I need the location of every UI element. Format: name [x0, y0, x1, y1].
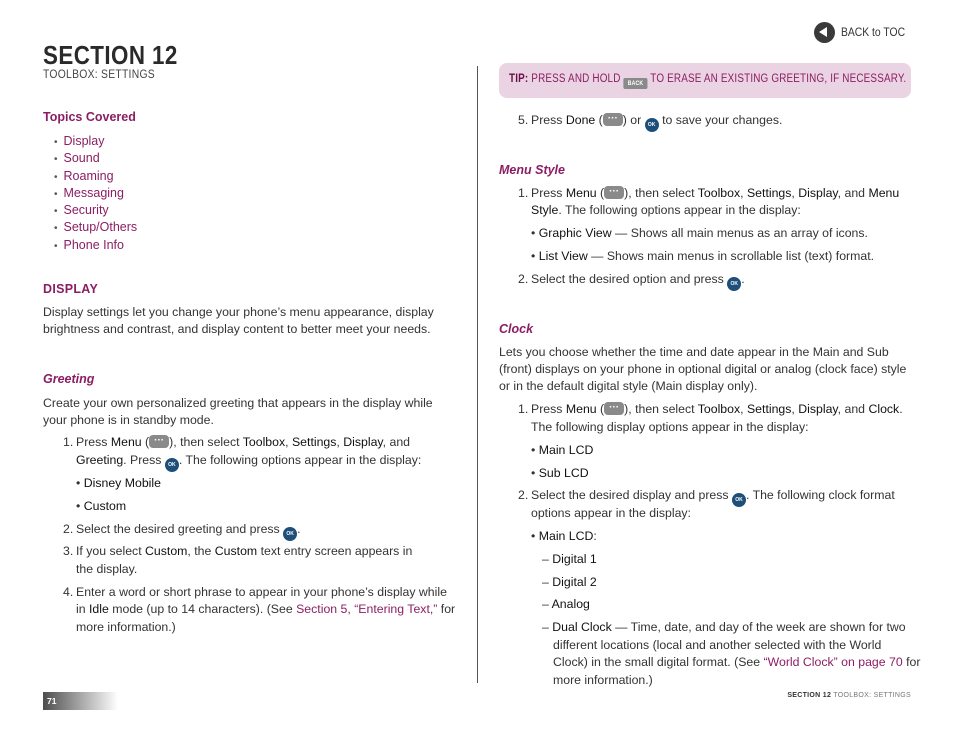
menu-style-step-2-number: 2.: [518, 272, 529, 286]
menu-style-option-list-view: • List View — Shows main menus in scrollable list (text) format.: [531, 249, 875, 263]
back-arrow-icon: [814, 22, 835, 43]
entering-text-link[interactable]: Section 5, “Entering Text,”: [296, 602, 438, 616]
menu-style-step-2: Select the desired option and press OK .: [531, 271, 745, 291]
ok-key-icon: OK: [165, 458, 179, 472]
section-subtitle: TOOLBOX: SETTINGS: [43, 69, 155, 81]
topics-heading: Topics Covered: [43, 110, 136, 124]
display-heading: DISPLAY: [43, 282, 99, 296]
clock-format-digital-2: – Digital 2: [542, 575, 597, 589]
topic-link-sound[interactable]: • Sound: [54, 151, 100, 166]
ok-key-icon: OK: [645, 118, 659, 132]
tip-text: TIP: PRESS AND HOLD BACK TO ERASE AN EXISTING GREETING, IF NECESSARY.: [509, 72, 907, 87]
clock-format-analog: – Analog: [542, 597, 590, 611]
greeting-step-3-number: 3.: [63, 544, 74, 558]
greeting-step-4-line-3: more information.): [76, 620, 176, 634]
clock-heading: Clock: [499, 322, 534, 336]
clock-format-dual-clock-line-1: – Dual Clock — Time, date, and day of the week are shown for two: [542, 620, 906, 634]
ok-key-icon: OK: [283, 527, 297, 541]
greeting-intro-line-2: your phone is in standby mode.: [43, 413, 214, 427]
back-to-toc-button[interactable]: [814, 22, 912, 43]
clock-step-1-line-2: The following display options appear in the display:: [531, 420, 809, 434]
greeting-step-1-number: 1.: [63, 435, 74, 449]
column-divider: [477, 66, 478, 683]
clock-intro-line-3: or in the default digital style (Main display only).: [499, 379, 758, 393]
menu-key-icon: [604, 402, 624, 415]
topics-list: [54, 133, 137, 254]
bullet-icon: •: [76, 476, 84, 490]
back-key-icon: BACK: [623, 78, 647, 89]
menu-key-icon: [149, 435, 169, 448]
display-intro-line-1: Display settings let you change your phone’s menu appearance, display: [43, 305, 434, 319]
greeting-step-3-line-2: the display.: [76, 562, 138, 576]
clock-format-digital-1: – Digital 1: [542, 552, 597, 566]
greeting-step-4-line-1: Enter a word or short phrase to appear in your phone’s display while: [76, 585, 447, 599]
step-5-text: Press Done (··· ) or OK to save your changes.: [531, 112, 782, 132]
tip-box: [499, 63, 911, 98]
bullet-icon: •: [54, 137, 58, 148]
bullet-icon: •: [531, 466, 539, 480]
bullet-icon: •: [54, 188, 58, 200]
bullet-icon: •: [76, 499, 84, 513]
bullet-icon: •: [54, 240, 58, 252]
clock-main-lcd-label: • Main LCD:: [531, 529, 597, 543]
greeting-step-3-line-1: If you select Custom, the Custom text entry screen appears in: [76, 544, 413, 558]
clock-step-2-line-1: Select the desired display and press OK . The following clock format: [531, 487, 895, 507]
clock-intro-line-1: Lets you choose whether the time and date appear in the Main and Sub: [499, 345, 889, 359]
section-title: SECTION 12: [43, 40, 178, 70]
topic-link-messaging[interactable]: • Messaging: [54, 185, 124, 200]
bullet-icon: •: [54, 171, 58, 183]
topic-link-setup-others[interactable]: • Setup/Others: [54, 220, 138, 235]
dash-icon: –: [542, 552, 549, 566]
dash-icon: –: [542, 575, 549, 589]
menu-style-heading: Menu Style: [499, 163, 565, 177]
topic-link-security[interactable]: • Security: [54, 203, 109, 218]
step-5-number: 5.: [518, 113, 529, 127]
greeting-step-4-number: 4.: [63, 585, 74, 599]
greeting-step-1-line-1: Press Menu (··· ), then select Toolbox, Settings, Display, and: [76, 434, 410, 451]
greeting-step-2: Select the desired greeting and press OK .: [76, 521, 301, 541]
bullet-icon: •: [531, 529, 539, 543]
clock-format-dual-clock-line-3: Clock) in the small digital format. (See “World Clock” on page 70 for: [553, 655, 921, 669]
clock-step-1-line-1: Press Menu (··· ), then select Toolbox, Settings, Display, and Clock.: [531, 401, 903, 418]
clock-option-sub-lcd: • Sub LCD: [531, 466, 589, 480]
bullet-icon: •: [531, 226, 539, 240]
topic-link-roaming[interactable]: • Roaming: [54, 168, 114, 183]
display-intro-line-2: brightness and contrast, and display content to better meet your needs.: [43, 322, 431, 336]
clock-step-2-line-2: options appear in the display:: [531, 506, 691, 520]
back-to-toc-label: BACK to TOC: [840, 26, 905, 39]
clock-option-main-lcd: • Main LCD: [531, 443, 594, 457]
bullet-icon: •: [54, 154, 58, 166]
topic-link-phone-info[interactable]: • Phone Info: [54, 237, 124, 252]
greeting-heading: Greeting: [43, 372, 95, 386]
clock-intro-line-2: (front) displays on your phone in optional digital or analog (clock face) style: [499, 362, 907, 376]
menu-style-step-1-line-2: Style. The following options appear in the display:: [531, 203, 801, 217]
menu-style-step-1-line-1: Press Menu (··· ), then select Toolbox, Settings, Display, and Menu: [531, 185, 899, 202]
done-key-icon: [603, 113, 623, 126]
greeting-step-2-number: 2.: [63, 522, 74, 536]
greeting-step-4-line-2: in Idle mode (up to 14 characters). (See Section 5, “Entering Text,” for: [76, 602, 456, 616]
clock-format-dual-clock-line-4: more information.): [553, 673, 653, 687]
footer-section-label: SECTION 12 TOOLBOX: SETTINGS: [787, 692, 911, 699]
greeting-intro-line-1: Create your own personalized greeting that appears in the display while: [43, 396, 433, 410]
menu-key-icon: [604, 186, 624, 199]
dash-icon: –: [542, 597, 549, 611]
ok-key-icon: OK: [732, 493, 746, 507]
greeting-option-1: • Disney Mobile: [76, 476, 161, 490]
greeting-option-2: • Custom: [76, 499, 127, 513]
page-number: 71: [47, 696, 57, 706]
clock-step-2-number: 2.: [518, 488, 529, 502]
dash-icon: –: [542, 620, 549, 634]
clock-format-dual-clock-line-2: different locations (local and another selected with the World: [553, 638, 882, 652]
clock-step-1-number: 1.: [518, 402, 529, 416]
menu-style-option-graphic-view: • Graphic View — Shows all main menus as an array of icons.: [531, 226, 868, 240]
greeting-step-1-line-2: Greeting. Press OK . The following options appear in the display:: [76, 452, 421, 472]
bullet-icon: •: [54, 223, 58, 235]
menu-style-step-1-number: 1.: [518, 186, 529, 200]
world-clock-link[interactable]: “World Clock” on page 70: [763, 655, 903, 669]
ok-key-icon: OK: [727, 277, 741, 291]
bullet-icon: •: [531, 249, 539, 263]
bullet-icon: •: [531, 443, 539, 457]
bullet-icon: •: [54, 206, 58, 218]
topic-link-display[interactable]: • Display: [54, 134, 105, 148]
